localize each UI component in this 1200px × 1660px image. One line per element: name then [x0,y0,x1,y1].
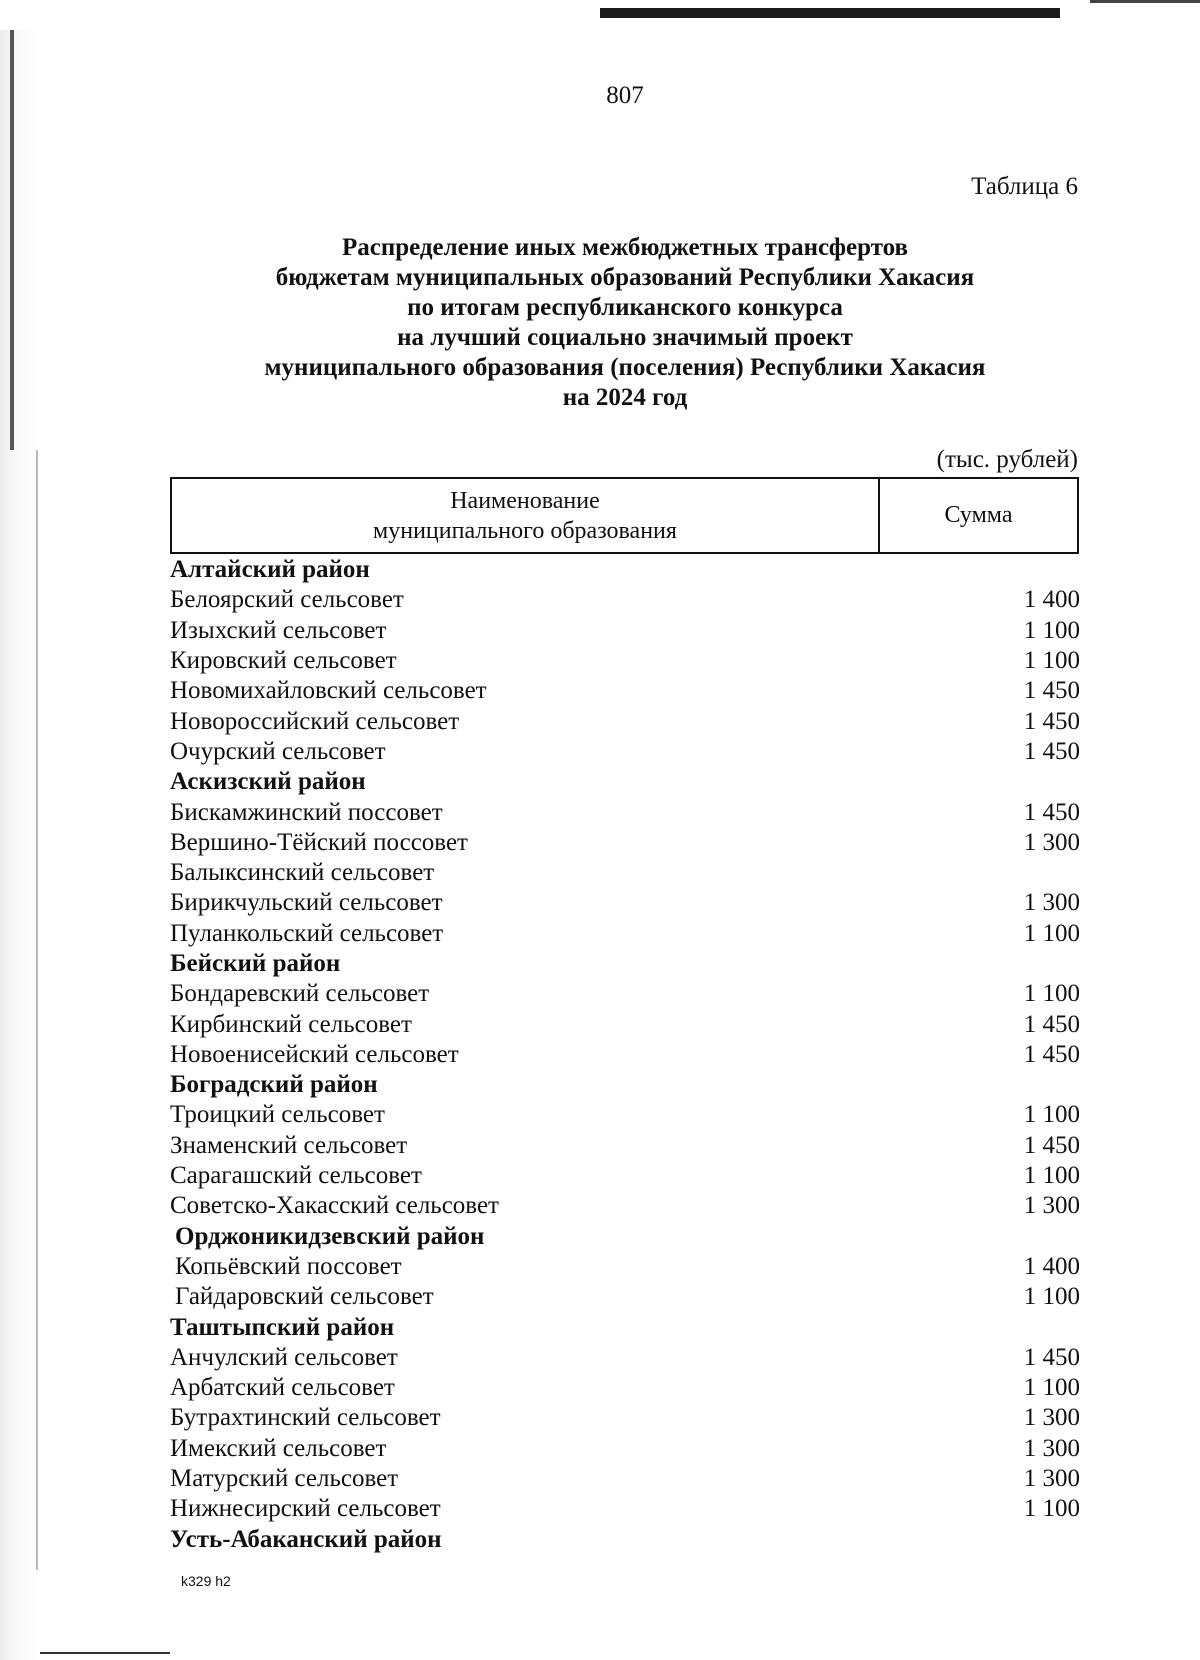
amount-value: 1 100 [1023,616,1080,644]
table-row [170,1434,1080,1464]
table-row [170,1191,1080,1221]
table-row [170,706,1080,736]
table-row [170,1343,1080,1373]
amount-value: 1 450 [1023,798,1080,826]
document-title [0,233,1200,413]
municipality-name: Советско-Хакасский сельсовет [170,1192,499,1220]
title-line: Распределение иных межбюджетных трансфертов [341,234,909,261]
amount-value: 1 100 [1023,1374,1080,1402]
district-name: Усть-Абаканский район [170,1525,442,1553]
amount-value: 1 300 [1023,1434,1080,1462]
table-row [170,1252,1080,1282]
municipality-name: Кирбинский сельсовет [170,1010,412,1038]
units-label: (тыс. рублей) [936,446,1078,473]
district-name: Боградский район [170,1071,378,1099]
amount-value: 1 400 [1023,586,1080,614]
district-row [170,1312,1080,1342]
table-row [170,1282,1080,1312]
municipality-name: Изыхский сельсовет [170,616,387,644]
title-line: на лучший социально значимый проект [397,324,853,351]
header-name-line: муниципального образования [373,517,677,544]
municipality-name: Новоенисейский сельсовет [170,1040,459,1068]
table-row [170,1373,1080,1403]
municipality-name: Кировский сельсовет [170,647,397,675]
amount-value: 1 400 [1023,1252,1080,1280]
district-row [170,1525,1080,1555]
amount-value: 1 100 [1023,647,1080,675]
header-sum-column: Сумма [944,502,1013,528]
table-body [170,555,1080,1555]
municipality-name: Белоярский сельсовет [170,586,404,614]
amount-value: 1 100 [1023,1495,1080,1523]
municipality-name: Очурский сельсовет [170,737,386,765]
municipality-name: Копьёвский поссовет [175,1252,402,1280]
table-row [170,676,1080,706]
municipality-name: Бискамжинский поссовет [170,798,443,826]
municipality-name: Знаменский сельсовет [170,1131,408,1159]
amount-value: 1 100 [1023,919,1080,947]
table-row [170,1040,1080,1070]
municipality-name: Балыксинский сельсовет [170,859,435,887]
amount-value: 1 450 [1023,677,1080,705]
municipality-name: Анчулский сельсовет [170,1343,398,1371]
district-row [170,1070,1080,1100]
header-name-column [172,479,880,552]
amount-value: 1 300 [1023,1192,1080,1220]
table-row [170,1131,1080,1161]
district-name: Таштыпский район [170,1313,395,1341]
municipality-name: Троицкий сельсовет [170,1101,385,1129]
table-row [170,858,1080,888]
district-row [170,1222,1080,1252]
table-row [170,1464,1080,1494]
table-row [170,646,1080,676]
table-row [170,1009,1080,1039]
district-name: Орджоникидзевский район [175,1222,485,1250]
municipality-name: Арбатский сельсовет [170,1374,395,1402]
district-name: Бейский район [170,950,341,977]
municipality-name: Бирикчульский сельсовет [170,889,443,917]
table-row [170,888,1080,918]
district-row [170,949,1080,979]
table-row [170,1100,1080,1130]
amount-value: 1 100 [1023,1162,1080,1190]
title-line: муниципального образования (поселения) Республики Хакасия [264,354,986,381]
title-line: по итогам республиканского конкурса [407,294,843,321]
amount-value: 1 450 [1023,1040,1080,1068]
page-number: 807 [606,82,644,109]
amount-value: 1 450 [1023,1010,1080,1038]
table-row [170,1161,1080,1191]
table-label: Таблица 6 [971,173,1078,200]
municipality-name: Бондаревский сельсовет [170,980,430,1008]
amount-value: 1 450 [1023,1131,1080,1159]
amount-value: 1 100 [1023,1283,1080,1311]
table-row [170,828,1080,858]
district-name: Алтайский район [170,556,370,584]
table-row [170,585,1080,615]
table-row [170,1403,1080,1433]
amount-value: 1 100 [1023,980,1080,1008]
table-row [170,1494,1080,1524]
district-row [170,555,1080,585]
header-name-line: Наименование [450,487,600,514]
municipality-name: Нижнесирский сельсовет [170,1495,441,1523]
footer-code: k329 h2 [181,1573,231,1589]
title-line: на 2024 год [562,384,688,411]
amount-value: 1 300 [1023,828,1080,856]
table-row [170,737,1080,767]
municipality-name: Гайдаровский сельсовет [175,1283,434,1311]
table-row [170,919,1080,949]
municipality-name: Матурский сельсовет [170,1465,399,1493]
scan-bottom-line [40,1652,170,1654]
amount-value: 1 450 [1023,1343,1080,1371]
table-row [170,797,1080,827]
scan-top-bar-right [1090,0,1200,3]
municipality-name: Вершино-Тёйский поссовет [170,828,468,856]
amount-value: 1 300 [1023,889,1080,917]
table-header [170,477,1079,554]
table-row [170,616,1080,646]
scan-top-bar [600,8,1060,18]
municipality-name: Новороссийский сельсовет [170,707,460,735]
amount-value: 1 300 [1023,1465,1080,1493]
amount-value: 1 450 [1023,707,1080,735]
amount-value: 1 300 [1023,1404,1080,1432]
municipality-name: Имекский сельсовет [170,1434,387,1462]
district-name: Аскизский район [170,768,366,796]
municipality-name: Новомихайловский сельсовет [170,677,487,705]
municipality-name: Пуланкольский сельсовет [170,919,444,947]
district-row [170,767,1080,797]
municipality-name: Сарагашский сельсовет [170,1162,422,1190]
table-row [170,979,1080,1009]
amount-value: 1 100 [1023,1101,1080,1129]
title-line: бюджетам муниципальных образований Республики Хакасия [275,264,975,291]
scan-edge-line-lower [36,450,38,1570]
amount-value: 1 450 [1023,737,1080,765]
municipality-name: Бутрахтинский сельсовет [170,1404,441,1432]
